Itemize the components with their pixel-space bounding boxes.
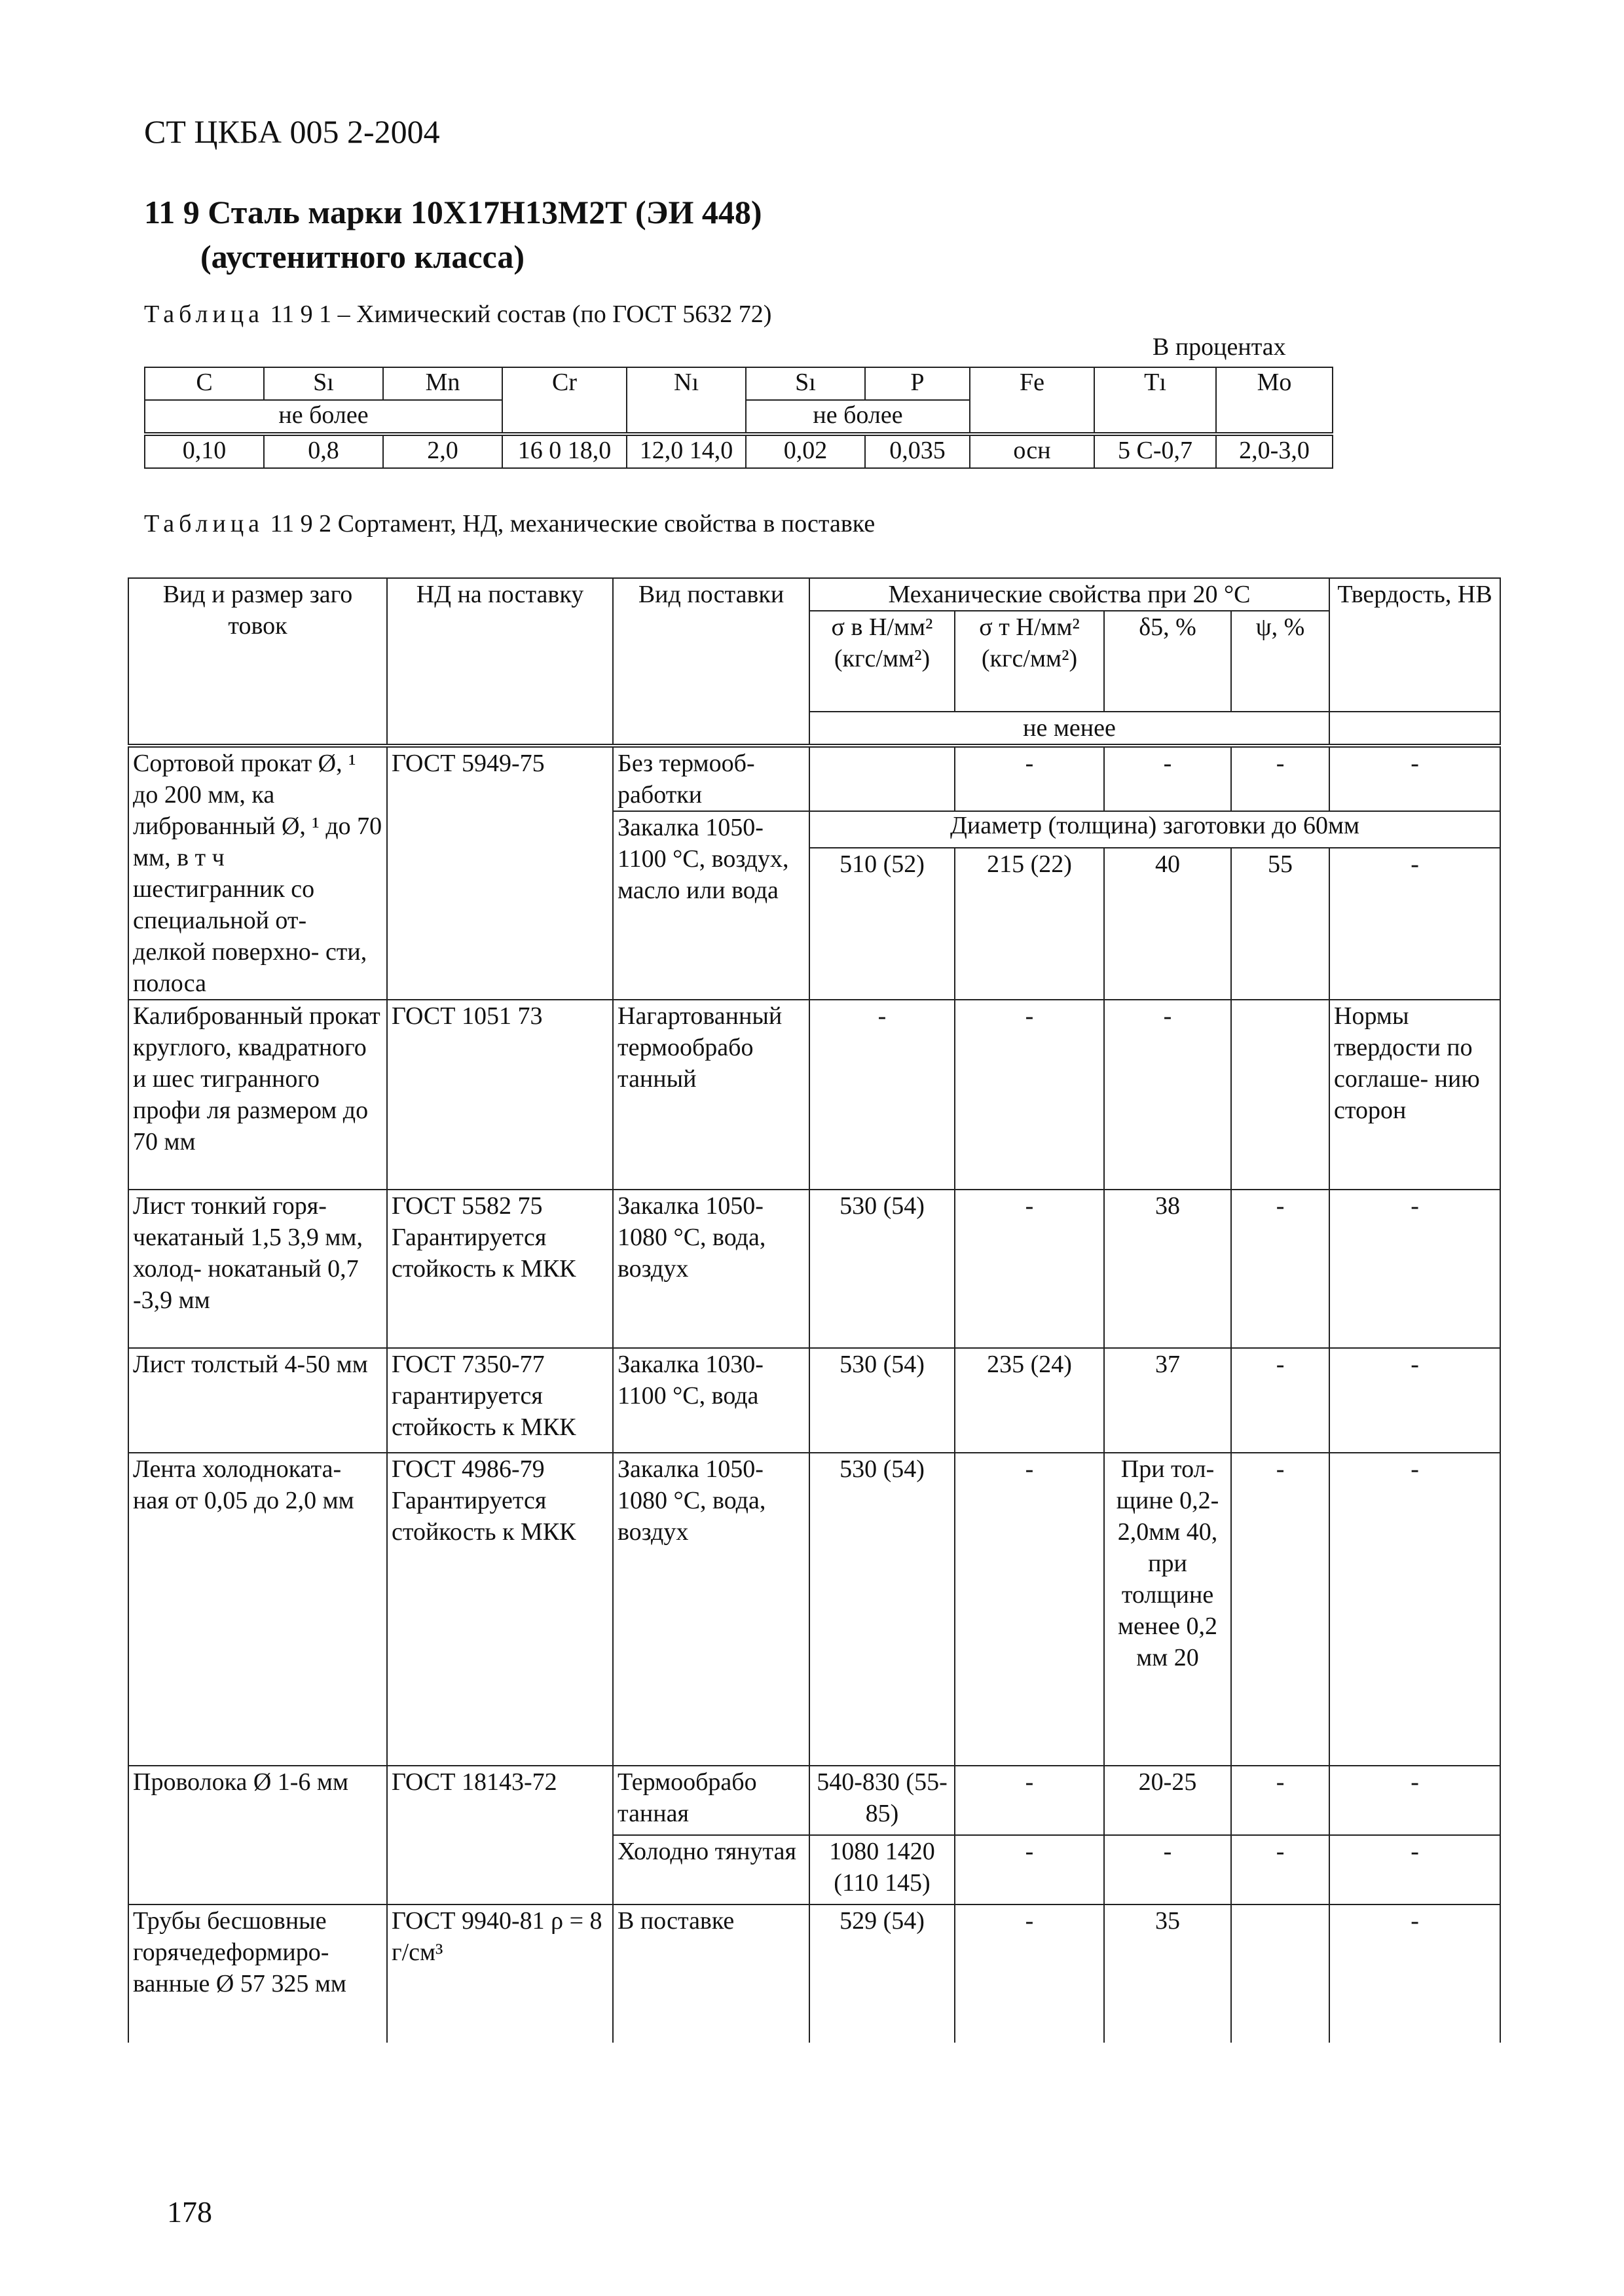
document-code: СТ ЦКБА 005 2-2004 <box>144 113 440 150</box>
row-nd: ГОСТ 5582 75 Гарантируется стойкость к МКК <box>387 1190 613 1348</box>
value-si: 0,8 <box>264 434 383 468</box>
row-hardness: - <box>1329 1766 1500 1835</box>
table-1-caption-label: Таблица <box>144 301 265 328</box>
table-1-values-row <box>145 434 1333 468</box>
header-sigma-t: σ т Н/мм² (кгс/мм²) <box>955 611 1104 712</box>
value-mo: 2,0-3,0 <box>1216 434 1333 468</box>
row-sigma-t: - <box>955 1835 1104 1904</box>
header-mech-props: Механические свойства при 20 °С <box>809 578 1329 611</box>
table-2-header-row-1 <box>128 578 1500 611</box>
row-delivery: Закалка 1050-1080 °С, вода, воздух <box>613 1190 809 1348</box>
row-kind: Лист тонкий горя- чекатаный 1,5 3,9 мм, холод- нокатаный 0,7 -3,9 мм <box>128 1190 387 1348</box>
table-1-header-row <box>145 367 1333 400</box>
row-delta: 38 <box>1104 1190 1231 1348</box>
row-psi: - <box>1231 1835 1329 1904</box>
table-row <box>128 746 1500 811</box>
table-row <box>128 1000 1500 1190</box>
row-sigma-b: 530 (54) <box>809 1190 955 1348</box>
row-nd: ГОСТ 9940-81 ρ = 8 г/см³ <box>387 1904 613 2043</box>
row-delta: - <box>1104 1000 1231 1190</box>
value-s: 0,02 <box>746 434 865 468</box>
row-sigma-b <box>809 746 955 811</box>
row-kind: Лист толстый 4-50 мм <box>128 1348 387 1453</box>
table-2-caption-text: 11 9 2 Сортамент, НД, механические свойства в поставке <box>270 510 876 538</box>
page-number: 178 <box>167 2195 212 2229</box>
row-sigma-b: 1080 1420 (110 145) <box>809 1835 955 1904</box>
header-not-less: не менее <box>809 712 1329 746</box>
row-delivery: Закалка 1050-1080 °С, вода, воздух <box>613 1453 809 1766</box>
value-ni: 12,0 14,0 <box>627 434 746 468</box>
row-psi: - <box>1231 1453 1329 1766</box>
row-delta: 40 <box>1104 848 1231 1000</box>
header-delta5: δ5, % <box>1104 611 1231 712</box>
element-header-c: С <box>145 367 264 400</box>
row-hardness: - <box>1329 1348 1500 1453</box>
row-psi: 55 <box>1231 848 1329 1000</box>
element-header-p: P <box>865 367 970 400</box>
table-row <box>128 1348 1500 1453</box>
table-row <box>128 1453 1500 1766</box>
table-1-caption <box>144 300 771 329</box>
section-title <box>144 190 762 279</box>
row-delivery: Термообрабо танная <box>613 1766 809 1835</box>
row-delta: 20-25 <box>1104 1766 1231 1835</box>
row-psi: - <box>1231 1190 1329 1348</box>
table-2-caption <box>144 509 875 538</box>
row-psi: - <box>1231 746 1329 811</box>
row-delta: - <box>1104 1835 1231 1904</box>
row-nd: ГОСТ 5949-75 <box>387 746 613 1000</box>
row-hardness: Нормы твердости по соглаше- нию сторон <box>1329 1000 1500 1190</box>
row-sigma-b: 530 (54) <box>809 1453 955 1766</box>
limit-label: не более <box>746 400 970 434</box>
table-1-units: В процентах <box>1153 333 1286 361</box>
header-delivery: Вид поставки <box>613 578 809 746</box>
row-psi: - <box>1231 1348 1329 1453</box>
row-hardness: - <box>1329 1453 1500 1766</box>
row-kind: Сортовой прокат Ø, ¹ до 200 мм, ка либрованный Ø, ¹ до 70 мм, в т ч шестигранник со специальной от- делкой поверхно- сти, полоса <box>128 746 387 1000</box>
row-hardness: - <box>1329 1904 1500 2043</box>
row-sigma-t: - <box>955 1904 1104 2043</box>
header-nd: НД на поставку <box>387 578 613 746</box>
empty-cell <box>1329 712 1500 746</box>
header-hardness: Твердость, НВ <box>1329 578 1500 712</box>
row-hardness: - <box>1329 1190 1500 1348</box>
row-sigma-t: - <box>955 1766 1104 1835</box>
header-kind: Вид и размер заго товок <box>128 578 387 746</box>
row-sigma-t: 235 (24) <box>955 1348 1104 1453</box>
value-cr: 16 0 18,0 <box>502 434 627 468</box>
table-1-caption-text: 11 9 1 – Химический состав (по ГОСТ 5632 72) <box>270 301 772 328</box>
section-title-line-1: 11 9 Сталь марки 10Х17Н13М2Т (ЭИ 448) <box>144 194 762 230</box>
limit-label: не более <box>145 400 502 434</box>
row-kind: Трубы бесшовные горячедеформиро- ванные Ø 57 325 мм <box>128 1904 387 2043</box>
element-header-s: Sı <box>746 367 865 400</box>
row-sigma-b: 510 (52) <box>809 848 955 1000</box>
row-delivery: Холодно тянутая <box>613 1835 809 1904</box>
row-hardness: - <box>1329 848 1500 1000</box>
value-fe: осн <box>970 434 1094 468</box>
row-sigma-t: - <box>955 1453 1104 1766</box>
element-header-ni: Nı <box>627 367 746 434</box>
mechanical-properties-table <box>128 577 1501 2043</box>
row-sigma-b: 530 (54) <box>809 1348 955 1453</box>
value-c: 0,10 <box>145 434 264 468</box>
row-delta: - <box>1104 746 1231 811</box>
element-header-cr: Cr <box>502 367 627 434</box>
chemical-composition-table <box>144 367 1333 469</box>
row-sigma-t: - <box>955 746 1104 811</box>
header-psi: ψ, % <box>1231 611 1329 712</box>
row-sigma-b: 529 (54) <box>809 1904 955 2043</box>
element-header-si: Sı <box>264 367 383 400</box>
row-delta: 35 <box>1104 1904 1231 2043</box>
table-2-caption-label: Таблица <box>144 510 265 538</box>
row-sigma-b: 540-830 (55-85) <box>809 1766 955 1835</box>
element-header-mo: Mo <box>1216 367 1333 434</box>
row-hardness: - <box>1329 746 1500 811</box>
row-delta: 37 <box>1104 1348 1231 1453</box>
section-title-line-2: (аустенитного класса) <box>200 238 525 275</box>
row-kind: Лента холодноката- ная от 0,05 до 2,0 мм <box>128 1453 387 1766</box>
row-nd: ГОСТ 1051 73 <box>387 1000 613 1190</box>
element-header-ti: Tı <box>1094 367 1216 434</box>
element-header-fe: Fe <box>970 367 1094 434</box>
table-row <box>128 1904 1500 2043</box>
row-nd: ГОСТ 7350-77 гарантируется стойкость к МКК <box>387 1348 613 1453</box>
header-sigma-b: σ в Н/мм² (кгс/мм²) <box>809 611 955 712</box>
row-delta: При тол- щине 0,2-2,0мм 40, при толщине менее 0,2 мм 20 <box>1104 1453 1231 1766</box>
row-kind: Проволока Ø 1-6 мм <box>128 1766 387 1904</box>
row-delivery: Закалка 1050-1100 °С, воздух, масло или вода <box>613 811 809 1000</box>
row-delivery: В поставке <box>613 1904 809 2043</box>
row-nd: ГОСТ 4986-79 Гарантируется стойкость к МКК <box>387 1453 613 1766</box>
element-header-mn: Mn <box>383 367 502 400</box>
row-hardness: - <box>1329 1835 1500 1904</box>
row-kind: Калиброванный прокат круглого, квадратного и шес тигранного профи ля размером до 70 мм <box>128 1000 387 1190</box>
row-sigma-b: - <box>809 1000 955 1190</box>
row-psi <box>1231 1904 1329 2043</box>
table-row <box>128 1190 1500 1348</box>
table-row <box>128 1766 1500 1835</box>
value-ti: 5 С-0,7 <box>1094 434 1216 468</box>
value-mn: 2,0 <box>383 434 502 468</box>
row-sigma-t: 215 (22) <box>955 848 1104 1000</box>
row-sigma-t: - <box>955 1000 1104 1190</box>
value-p: 0,035 <box>865 434 970 468</box>
row-size-note: Диаметр (толщина) заготовки до 60мм <box>809 811 1500 848</box>
row-psi <box>1231 1000 1329 1190</box>
row-nd: ГОСТ 18143-72 <box>387 1766 613 1904</box>
row-delivery: Без термооб- работки <box>613 746 809 811</box>
row-delivery: Нагартованный термообрабо танный <box>613 1000 809 1190</box>
row-psi: - <box>1231 1766 1329 1835</box>
row-delivery: Закалка 1030-1100 °С, вода <box>613 1348 809 1453</box>
row-sigma-t: - <box>955 1190 1104 1348</box>
